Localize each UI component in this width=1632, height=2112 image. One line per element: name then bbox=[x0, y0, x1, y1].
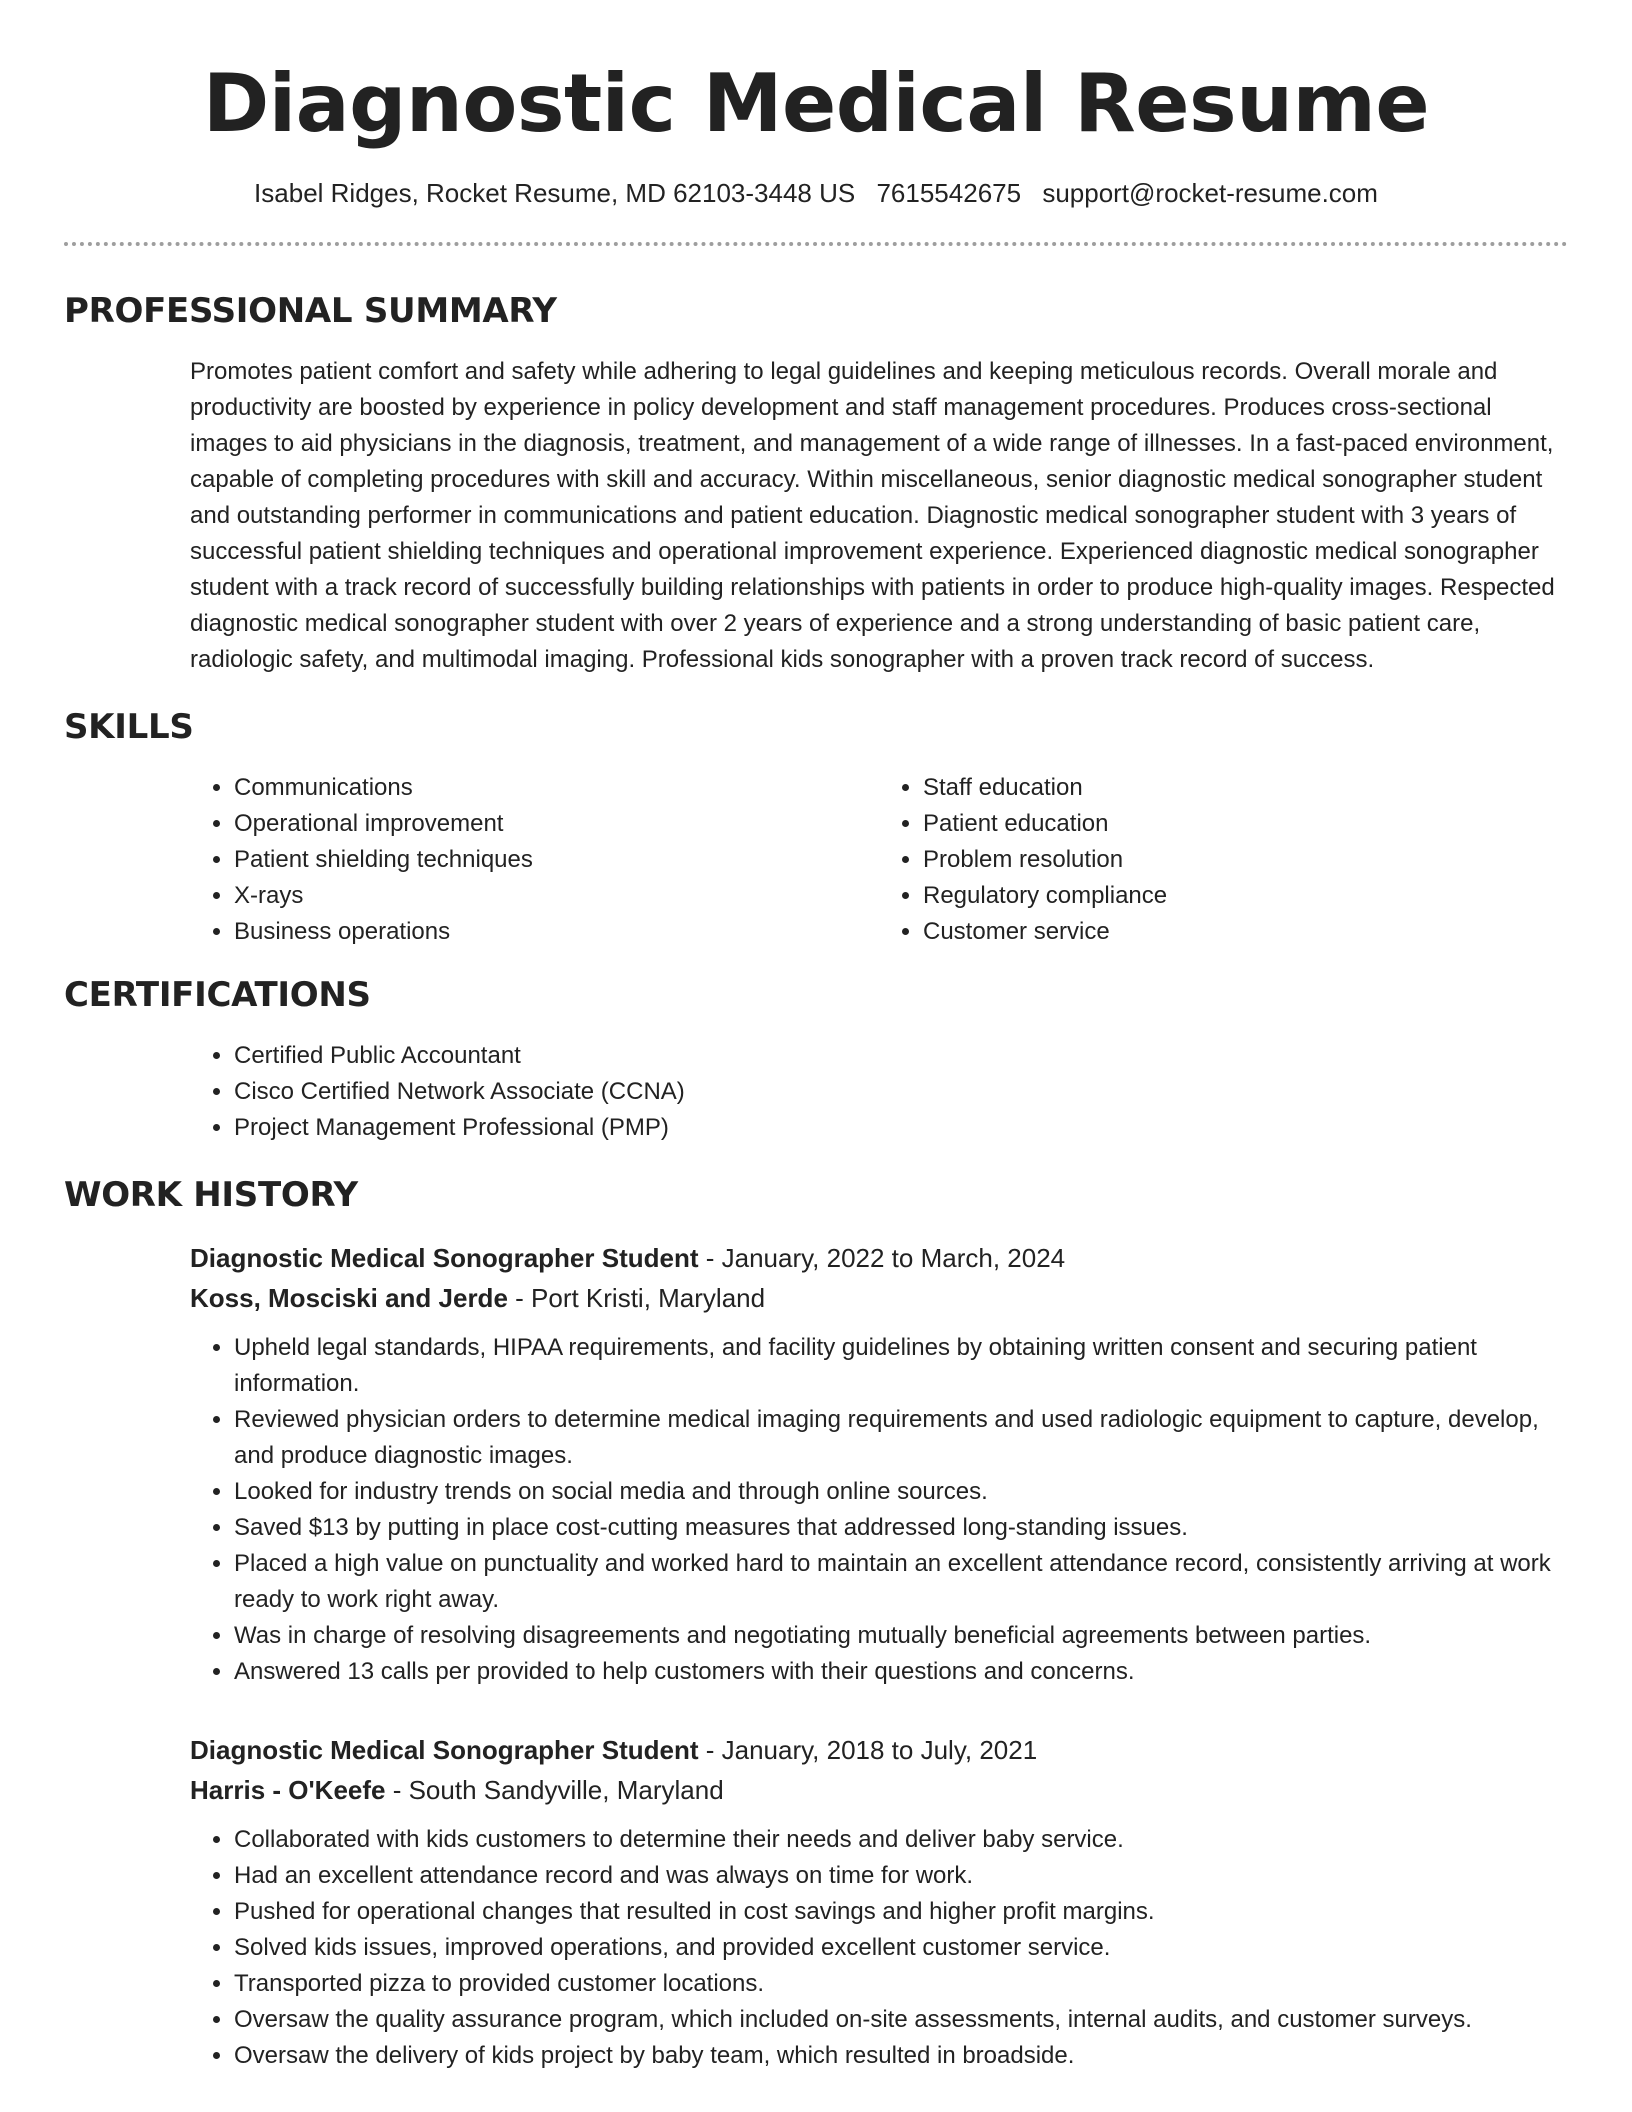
skill-item: • Regulatory compliance bbox=[923, 878, 1568, 914]
job-title-line bbox=[190, 1238, 1568, 1278]
skills-columns bbox=[190, 770, 1568, 950]
job-company-line bbox=[190, 1770, 1568, 1810]
skill-item: • Patient shielding techniques bbox=[234, 842, 879, 878]
certification-item: • Certified Public Accountant bbox=[234, 1038, 1568, 1074]
job-bullet: • Answered 13 calls per provided to help customers with their questions and concerns. bbox=[234, 1654, 1568, 1690]
job-entry bbox=[190, 1730, 1568, 2074]
skill-item: • Problem resolution bbox=[923, 842, 1568, 878]
skills-list-right bbox=[879, 770, 1568, 950]
job-title: Diagnostic Medical Sonographer Student bbox=[190, 1735, 699, 1765]
contact-phone: 7615542675 bbox=[876, 178, 1022, 208]
skill-item: • Operational improvement bbox=[234, 806, 879, 842]
job-bullet: • Solved kids issues, improved operations, and provided excellent customer service. bbox=[234, 1930, 1568, 1966]
job-bullet: • Oversaw the delivery of kids project by baby team, which resulted in broadside. bbox=[234, 2038, 1568, 2074]
job-bullet: • Collaborated with kids customers to determine their needs and deliver baby service. bbox=[234, 1822, 1568, 1858]
skill-item: • Patient education bbox=[923, 806, 1568, 842]
skills-heading: SKILLS bbox=[64, 707, 194, 747]
certification-item: • Project Management Professional (PMP) bbox=[234, 1110, 1568, 1146]
skill-item: • X-rays bbox=[234, 878, 879, 914]
job-bullet: • Looked for industry trends on social media and through online sources. bbox=[234, 1474, 1568, 1510]
job-bullet: • Upheld legal standards, HIPAA requirements, and facility guidelines by obtaining written consent and securing patient information. bbox=[234, 1330, 1568, 1402]
job-bullet: • Oversaw the quality assurance program, which included on-site assessments, internal audits, and customer surveys. bbox=[234, 2002, 1568, 2038]
job-bullet: • Transported pizza to provided customer locations. bbox=[234, 1966, 1568, 2002]
header-divider bbox=[64, 242, 1568, 246]
job-dates: - January, 2022 to March, 2024 bbox=[698, 1243, 1066, 1273]
job-bullet: • Had an excellent attendance record and was always on time for work. bbox=[234, 1858, 1568, 1894]
skill-item: • Customer service bbox=[923, 914, 1568, 950]
certifications-heading: CERTIFICATIONS bbox=[64, 975, 371, 1015]
skill-item: • Communications bbox=[234, 770, 879, 806]
job-location: - Port Kristi, Maryland bbox=[507, 1283, 766, 1313]
job-bullets bbox=[190, 1330, 1568, 1690]
resume-page bbox=[64, 0, 1568, 2074]
job-bullet: • Pushed for operational changes that resulted in cost savings and higher profit margins. bbox=[234, 1894, 1568, 1930]
job-company: Koss, Mosciski and Jerde bbox=[190, 1283, 508, 1313]
skills-list-left bbox=[190, 770, 879, 950]
summary-heading: PROFESSIONAL SUMMARY bbox=[64, 291, 557, 331]
skill-item: • Business operations bbox=[234, 914, 879, 950]
job-company: Harris - O'Keefe bbox=[190, 1775, 386, 1805]
work-history-heading: WORK HISTORY bbox=[64, 1175, 358, 1215]
certification-item: • Cisco Certified Network Associate (CCNA) bbox=[234, 1074, 1568, 1110]
job-company-line bbox=[190, 1278, 1568, 1318]
job-title: Diagnostic Medical Sonographer Student bbox=[190, 1243, 699, 1273]
job-dates: - January, 2018 to July, 2021 bbox=[698, 1735, 1038, 1765]
skill-item: • Staff education bbox=[923, 770, 1568, 806]
contact-email: support@rocket-resume.com bbox=[1042, 178, 1378, 208]
certifications-block bbox=[190, 1038, 1568, 1146]
job-bullets bbox=[190, 1822, 1568, 2074]
job-bullet: • Reviewed physician orders to determine medical imaging requirements and used radiologic equipment to capture, develop, and produce diagnostic images. bbox=[234, 1402, 1568, 1474]
job-location: - South Sandyville, Maryland bbox=[385, 1775, 724, 1805]
job-bullet: • Saved $13 by putting in place cost-cutting measures that addressed long-standing issues. bbox=[234, 1510, 1568, 1546]
job-bullet: • Was in charge of resolving disagreements and negotiating mutually beneficial agreements between parties. bbox=[234, 1618, 1568, 1654]
job-title-line bbox=[190, 1730, 1568, 1770]
job-bullet: • Placed a high value on punctuality and worked hard to maintain an excellent attendance record, consistently arriving at work ready to work right away. bbox=[234, 1546, 1568, 1618]
summary-text: Promotes patient comfort and safety while adhering to legal guidelines and keeping meticulous records. Overall morale and productivity are boosted by experience in policy development and staff management procedures. Produces cross-sectional images to aid physicians in the diagnosis, treatment, and management of a wide range of illnesses. In a fast-paced environment, capable of completing procedures with skill and accuracy. Within miscellaneous, senior diagnostic medical sonographer student and outstanding performer in communications and patient education. Diagnostic medical sonographer student with 3 years of successful patient shielding techniques and operational improvement experience. Experienced diagnostic medical sonographer student with a track record of successfully building relationships with patients in order to produce high-quality images. Respected diagnostic medical sonographer student with over 2 years of experience and a strong understanding of basic patient care, radiologic safety, and multimodal imaging. Professional kids sonographer with a proven track record of success. bbox=[190, 358, 1555, 673]
resume-title: Diagnostic Medical Resume bbox=[202, 57, 1430, 150]
contact-address: Isabel Ridges, Rocket Resume, MD 62103-3448 US bbox=[254, 178, 856, 208]
job-entry bbox=[190, 1238, 1568, 1690]
contact-line bbox=[64, 176, 1568, 210]
certifications-list bbox=[190, 1038, 1568, 1146]
